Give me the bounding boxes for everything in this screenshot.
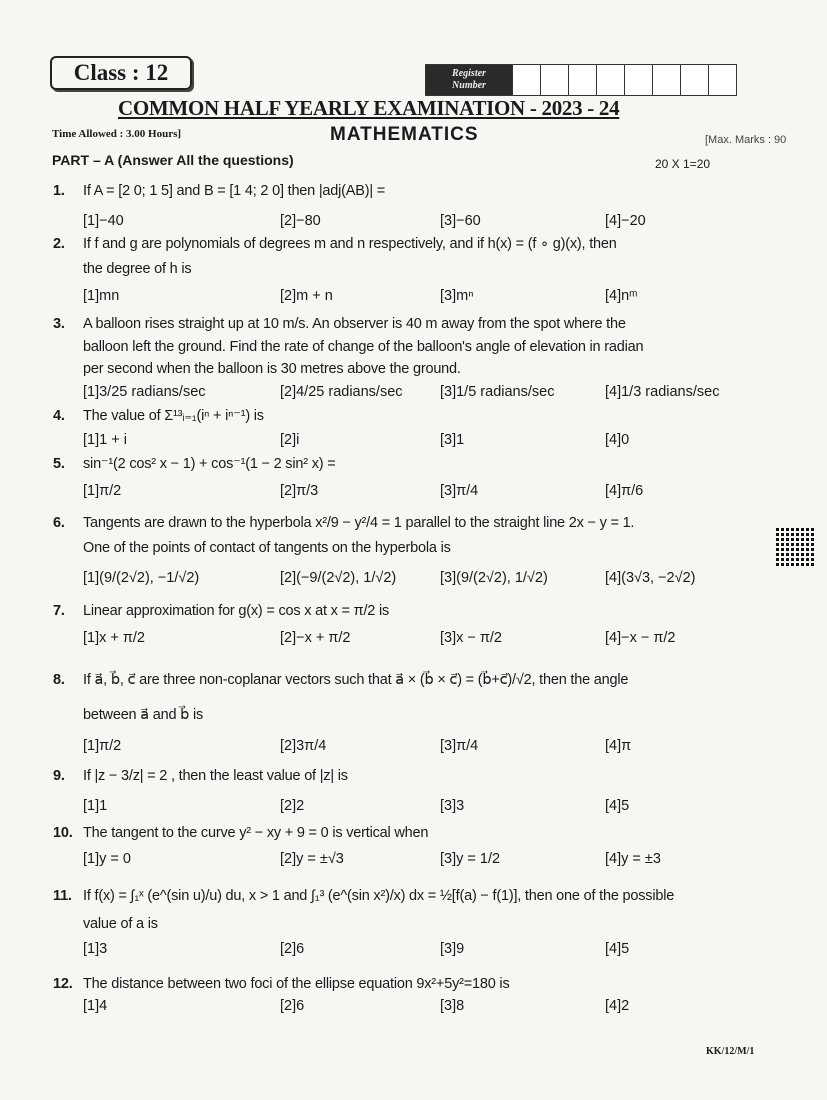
answer-option: [1]y = 0 xyxy=(83,851,131,867)
answer-option: [2]i xyxy=(280,432,300,448)
answer-option: [2]m + n xyxy=(280,288,333,304)
answer-option: [3]mⁿ xyxy=(440,288,474,304)
answer-option: [2]π/3 xyxy=(280,483,319,499)
answer-option: [2]4/25 radians/sec xyxy=(280,384,403,400)
register-cell xyxy=(596,65,624,95)
answer-option: [4]2 xyxy=(605,998,630,1014)
page-footer-code: KK/12/M/1 xyxy=(706,1046,755,1057)
answer-option: [3]π/4 xyxy=(440,738,479,754)
register-number-box xyxy=(425,64,737,96)
answer-option: [2]6 xyxy=(280,941,305,957)
answer-option: [4]−x − π/2 xyxy=(605,630,676,646)
answer-option: [3]π/4 xyxy=(440,483,479,499)
answer-option: [3]8 xyxy=(440,998,465,1014)
register-label-line1: Register xyxy=(452,68,486,79)
answer-option: [4]1/3 radians/sec xyxy=(605,384,720,400)
answer-option: [1]3 xyxy=(83,941,108,957)
question-number: 3. xyxy=(53,316,65,332)
register-label-line2: Number xyxy=(452,80,486,91)
answer-option: [4]y = ±3 xyxy=(605,851,661,867)
register-cell xyxy=(680,65,708,95)
answer-option: [2]−x + π/2 xyxy=(280,630,351,646)
answer-option: [4]0 xyxy=(605,432,630,448)
question-number: 8. xyxy=(53,672,65,688)
answer-option: [3]3 xyxy=(440,798,465,814)
register-cell xyxy=(624,65,652,95)
answer-option: [3]1/5 radians/sec xyxy=(440,384,555,400)
answer-option: [1]3/25 radians/sec xyxy=(83,384,206,400)
question-text: sin⁻¹(2 cos² x − 1) + cos⁻¹(1 − 2 sin² x) = xyxy=(83,456,336,472)
answer-option: [1]x + π/2 xyxy=(83,630,145,646)
question-text: If |z − 3/z| = 2 , then the least value of |z| is xyxy=(83,768,348,784)
answer-option: [2]3π/4 xyxy=(280,738,327,754)
register-cell xyxy=(652,65,680,95)
answer-option: [1](9/(2√2), −1/√2) xyxy=(83,570,200,586)
question-number: 1. xyxy=(53,183,65,199)
answer-option: [1]π/2 xyxy=(83,738,122,754)
register-cell xyxy=(512,65,540,95)
question-number: 12. xyxy=(53,976,73,992)
register-cell xyxy=(540,65,568,95)
question-text: If a⃗, b⃗, c⃗ are three non-coplanar vectors such that a⃗ × (b⃗ × c⃗) = (b⃗+c⃗)/√2, then the angle xyxy=(83,672,629,688)
answer-option: [4]−20 xyxy=(605,213,646,229)
question-text: per second when the balloon is 30 metres above the ground. xyxy=(83,361,461,377)
time-allowed: Time Allowed : 3.00 Hours] xyxy=(52,128,182,140)
question-text: A balloon rises straight up at 10 m/s. An observer is 40 m away from the spot where the xyxy=(83,316,626,332)
answer-option: [4]5 xyxy=(605,941,630,957)
answer-option: [1]π/2 xyxy=(83,483,122,499)
answer-option: [1]−40 xyxy=(83,213,124,229)
part-heading: PART – A (Answer All the questions) xyxy=(52,152,294,168)
question-text: balloon left the ground. Find the rate of change of the balloon's angle of elevation in radian xyxy=(83,339,644,355)
question-text: the degree of h is xyxy=(83,261,192,277)
register-cell xyxy=(568,65,596,95)
subject-title: MATHEMATICS xyxy=(330,124,479,145)
question-number: 9. xyxy=(53,768,65,784)
question-number: 2. xyxy=(53,236,65,252)
question-text: If f(x) = ∫₁ˣ (e^(sin u)/u) du, x > 1 and ∫₁³ (e^(sin x²)/x) dx = ½[f(a) − f(1)], then one of the possible xyxy=(83,888,675,904)
question-text: If f and g are polynomials of degrees m and n respectively, and if h(x) = (f ∘ g)(x), then xyxy=(83,236,617,252)
question-text: One of the points of contact of tangents on the hyperbola is xyxy=(83,540,451,556)
question-text: between a⃗ and b⃗ is xyxy=(83,707,204,723)
register-number-label xyxy=(426,65,512,95)
question-text: The distance between two foci of the ellipse equation 9x²+5y²=180 is xyxy=(83,976,510,992)
answer-option: [2]−80 xyxy=(280,213,321,229)
answer-option: [3]9 xyxy=(440,941,465,957)
answer-option: [2]2 xyxy=(280,798,305,814)
answer-option: [4]π/6 xyxy=(605,483,644,499)
answer-option: [3](9/(2√2), 1/√2) xyxy=(440,570,548,586)
answer-option: [3]1 xyxy=(440,432,465,448)
answer-option: [2]y = ±√3 xyxy=(280,851,344,867)
answer-option: [3]y = 1/2 xyxy=(440,851,501,867)
answer-option: [4]π xyxy=(605,738,632,754)
answer-option: [2](−9/(2√2), 1/√2) xyxy=(280,570,397,586)
max-marks: [Max. Marks : 90 xyxy=(705,134,787,146)
exam-title: COMMON HALF YEARLY EXAMINATION - 2023 - 24 xyxy=(118,96,620,120)
question-text: value of a is xyxy=(83,916,158,932)
question-text: The value of Σ¹³ᵢ₌₁(iⁿ + iⁿ⁻¹) is xyxy=(83,408,264,424)
answer-option: [1]1 + i xyxy=(83,432,127,448)
answer-option: [4](3√3, −2√2) xyxy=(605,570,696,586)
answer-option: [2]6 xyxy=(280,998,305,1014)
question-number: 5. xyxy=(53,456,65,472)
class-label: Class : 12 xyxy=(50,56,192,90)
answer-option: [4]5 xyxy=(605,798,630,814)
question-number: 11. xyxy=(53,888,72,904)
answer-option: [1]mn xyxy=(83,288,120,304)
answer-option: [4]nᵐ xyxy=(605,288,638,304)
question-text: The tangent to the curve y² − xy + 9 = 0 is vertical when xyxy=(83,825,429,841)
question-text: If A = [2 0; 1 5] and B = [1 4; 2 0] then |adj(AB)| = xyxy=(83,183,386,199)
answer-option: [3]−60 xyxy=(440,213,481,229)
question-number: 10. xyxy=(53,825,73,841)
question-text: Tangents are drawn to the hyperbola x²/9 − y²/4 = 1 parallel to the straight line 2x − y = 1. xyxy=(83,515,635,531)
answer-option: [3]x − π/2 xyxy=(440,630,502,646)
question-text: Linear approximation for g(x) = cos x at x = π/2 is xyxy=(83,603,390,619)
answer-option: [1]4 xyxy=(83,998,108,1014)
answer-option: [1]1 xyxy=(83,798,108,814)
question-number: 6. xyxy=(53,515,65,531)
register-cell xyxy=(708,65,736,95)
question-number: 4. xyxy=(53,408,65,424)
part-marks: 20 X 1=20 xyxy=(655,157,711,171)
qr-code xyxy=(776,528,814,566)
question-number: 7. xyxy=(53,603,65,619)
